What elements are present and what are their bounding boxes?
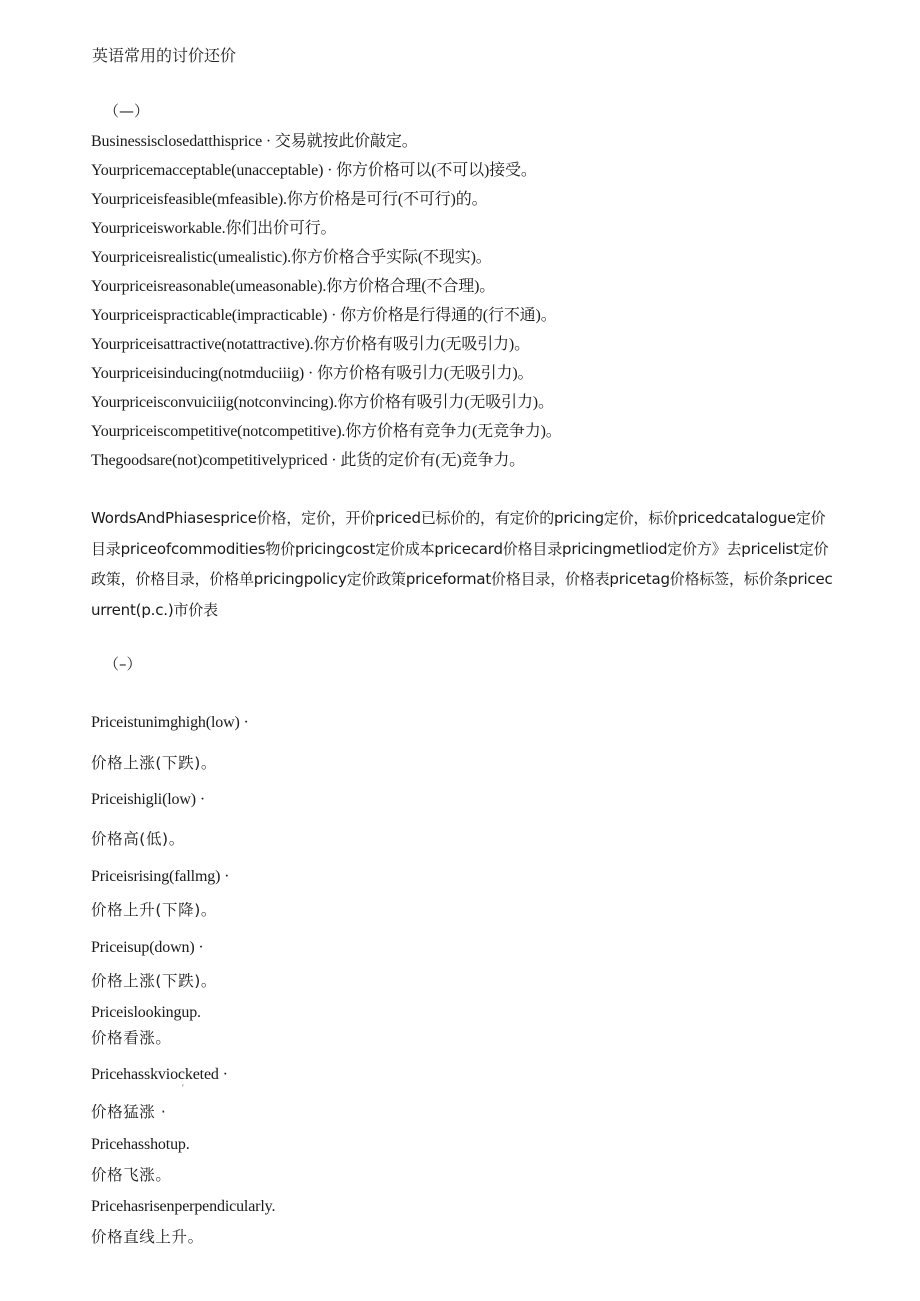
english-phrase: Priceishigli(low) · [91, 791, 206, 808]
phrase-line: Businessisclosedatthisprice · 交易就按此价敲定。 [91, 133, 418, 150]
phrase-line: Yourpriceisattractive(notattractive).你方价格有吸引力(无吸引力)。 [91, 336, 530, 353]
english-phrase: Pricehasshotup. [91, 1136, 190, 1153]
english-phrase: Priceisup(down) · [91, 939, 204, 956]
chinese-translation: 价格看涨。 [91, 1029, 172, 1047]
phrase-line: Thegoodsare(not)competitivelypriced · 此货的定价有(无)竞争力。 [91, 452, 526, 469]
phrase-line: Yourpriceisconvuiciiig(notconvincing).你方价格有吸引力(无吸引力)。 [91, 394, 554, 411]
chinese-translation: 价格上升(下降)。 [91, 901, 217, 919]
section-1-heading: （—） [104, 102, 150, 120]
stray-mark: ′ [182, 1083, 184, 1093]
phrase-line: Yourpriceiscompetitive(notcompetitive).你方价格有竞争力(无竞争力)。 [91, 423, 562, 440]
phrase-line: Yourpriceisrealistic(umealistic).你方价格合乎实际(不现实)。 [91, 249, 492, 266]
english-phrase: Pricehasskviocketed · [91, 1066, 228, 1083]
words-and-phrases-paragraph: WordsAndPhiasesprice价格，定价，开价priced已标价的，有定价的pricing定价，标价pricedcatalogue定价目录priceofcommodities物价pricingcost定价成本pricecard价格目录pricingmetliod定价方》去pricelist定价政策，价格目录，价格单pricingpolicy定价政策priceformat价格目录，价格表pricetag价格标签，标价条pricecurrent(p.c.)市价表 [91, 509, 833, 619]
chinese-translation: 价格高(低)。 [91, 830, 185, 848]
english-phrase: Pricehasrisenperpendicularly. [91, 1198, 276, 1215]
chinese-translation: 价格上涨(下跌)。 [91, 754, 217, 772]
chinese-translation: 价格直线上升。 [91, 1228, 204, 1246]
english-phrase: Priceisrising(fallmg) · [91, 868, 230, 885]
english-phrase: Priceislookingup. [91, 1004, 201, 1021]
chinese-translation: 价格猛涨 · [91, 1103, 167, 1121]
section-2-heading: （–） [104, 655, 142, 673]
phrase-line: Yourpriceisworkable.你们出价可行。 [91, 220, 337, 237]
phrase-line: Yourpriceisreasonable(umeasonable).你方价格合理(不合理)。 [91, 278, 496, 295]
chinese-translation: 价格飞涨。 [91, 1166, 172, 1184]
chinese-translation: 价格上涨(下跌)。 [91, 972, 217, 990]
phrase-line: Yourpriceisfeasible(mfeasible).你方价格是可行(不可行)的。 [91, 191, 488, 208]
phrase-line: Yourpriceispracticable(impracticable) · 你方价格是行得通的(行不通)。 [91, 307, 557, 324]
document-title: 英语常用的讨价还价 [92, 46, 237, 65]
phrase-line: Yourpricemacceptable(unacceptable) · 你方价格可以(不可以)接受。 [91, 162, 537, 179]
english-phrase: Priceistunimghigh(low) · [91, 714, 249, 731]
phrase-line: Yourpriceisinducing(notmduciiig) · 你方价格有吸引力(无吸引力)。 [91, 365, 534, 382]
